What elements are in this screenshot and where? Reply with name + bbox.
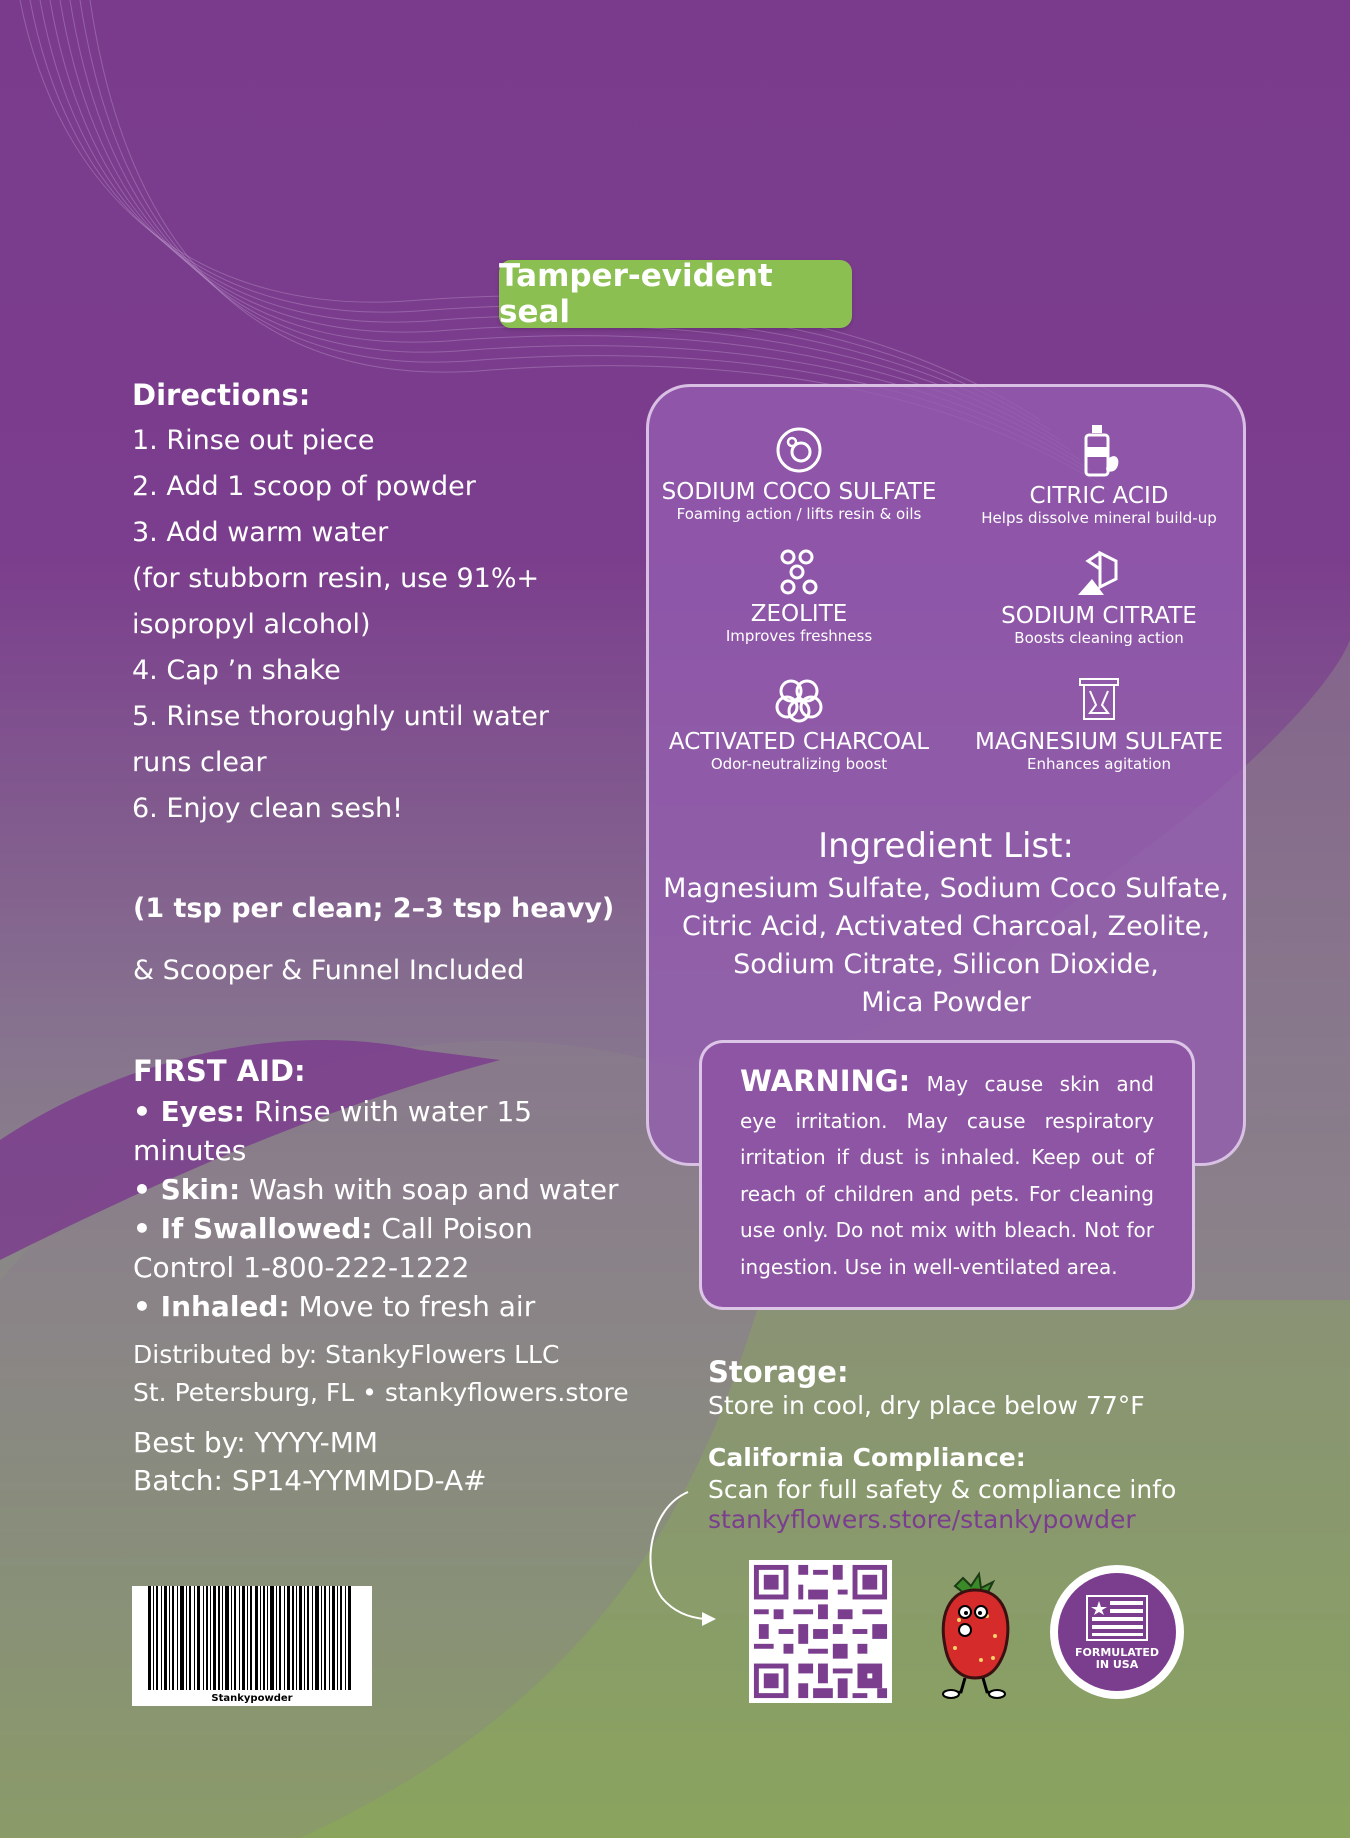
direction-step: (for stubborn resin, use 91%+ [132,563,540,594]
direction-step: runs clear [132,747,267,778]
ingredient-sodium-citrate [949,549,1249,647]
direction-step: 1. Rinse out piece [132,425,375,456]
cube-powder-icon [1074,549,1124,599]
ingredient-sodium-coco-sulfate [649,425,949,523]
best-by: Best by: YYYY-MM [133,1426,379,1459]
ingredient-list-line: Mica Powder [861,987,1031,1018]
flag-icon [1086,1595,1148,1641]
directions-section [132,378,652,832]
direction-step: isopropyl alcohol) [132,609,371,640]
warning-box [699,1040,1195,1310]
batch-info [133,1424,487,1500]
ingredient-activated-charcoal [649,675,949,773]
ingredient-desc: Helps dissolve mineral build-up [981,509,1217,527]
batch-number: Batch: SP14-YYMMDD-A# [133,1464,487,1497]
storage-text: Store in cool, dry place below 77°F [708,1391,1145,1420]
distributor-line: Distributed by: StankyFlowers LLC [133,1340,560,1369]
direction-step: 4. Cap ’n shake [132,655,341,686]
curved-arrow-icon [640,1488,730,1628]
first-aid-eyes: • Eyes: Rinse with water 15 minutes [133,1095,533,1167]
warning-label: WARNING: [740,1064,911,1098]
california-text: Scan for full safety & compliance info [708,1475,1177,1504]
strawberry-mascot-icon [935,1570,1015,1700]
dose-note: (1 tsp per clean; 2–3 tsp heavy) [133,893,615,924]
first-aid-section [133,1052,653,1326]
ingredient-list [646,870,1246,1022]
ingredient-name: SODIUM CITRATE [1001,603,1197,629]
directions-title: Directions: [132,378,311,412]
ingredient-list-line: Citric Acid, Activated Charcoal, Zeolite, [682,911,1210,942]
barcode [132,1586,372,1706]
tamper-evident-seal-badge: Tamper-evident seal [499,260,852,328]
salt-bag-icon [1074,675,1124,725]
ingredient-desc: Boosts cleaning action [1014,629,1184,647]
direction-step: 5. Rinse thoroughly until water [132,701,549,732]
warning-text: May cause skin and eye irritation. May cause respiratory irritation if dust is inhaled. Keep out of reach of children and pets. For cleaning use only. Do not mix with bleach. Not for ingestion. Use in well-ventilated area. [740,1072,1154,1279]
ingredient-desc: Foaming action / lifts resin & oils [676,505,922,523]
first-aid-swallowed: • If Swallowed: Call Poison [133,1212,533,1245]
ingredient-list-line: Sodium Citrate, Silicon Dioxide, [733,949,1159,980]
compliance-link[interactable]: stankyflowers.store/stankypowder [708,1505,1136,1534]
molecule-icon [774,547,824,597]
bottle-icon [1074,423,1124,479]
formulated-in-usa-badge [1050,1565,1184,1699]
qr-code-pattern [749,1560,892,1703]
ingredient-desc: Improves freshness [725,627,873,645]
direction-step: 3. Add warm water [132,517,389,548]
barcode-label: Stankypowder [211,1693,293,1704]
ingredient-desc: Enhances agitation [1027,755,1171,773]
ingredient-name: SODIUM COCO SULFATE [661,479,937,505]
barcode-bars [146,1586,358,1690]
included-note: & Scooper & Funnel Included [133,955,525,986]
first-aid-title: FIRST AID: [133,1054,306,1088]
storage-title: Storage: [708,1355,849,1389]
ingredient-list-line: Magnesium Sulfate, Sodium Coco Sulfate, [663,873,1229,904]
first-aid-skin: • Skin: Wash with soap and water [133,1173,619,1206]
ingredient-list-title: Ingredient List: [818,826,1074,866]
distributor-info [133,1336,629,1412]
badge-text: FORMULATED IN USA [1074,1646,1160,1671]
ingredient-name: ACTIVATED CHARCOAL [668,729,930,755]
ingredient-magnesium-sulfate [949,675,1249,773]
california-title: California Compliance: [708,1443,1026,1472]
ingredient-name: ZEOLITE [750,601,848,627]
ingredient-citric-acid [949,423,1249,527]
badge-inner [1058,1573,1176,1691]
distributor-address: St. Petersburg, FL • stankyflowers.store [133,1378,629,1407]
first-aid-inhaled: • Inhaled: Move to fresh air [133,1290,536,1323]
first-aid-swallowed-cont: Control 1-800-222-1222 [133,1251,470,1284]
ingredient-name: MAGNESIUM SULFATE [974,729,1223,755]
direction-step: 2. Add 1 scoop of powder [132,471,476,502]
ingredient-zeolite [649,547,949,645]
qr-code[interactable] [749,1560,892,1703]
ingredient-name: CITRIC ACID [1029,483,1169,509]
charcoal-icon [773,675,825,725]
bubble-icon [774,425,824,475]
ingredient-desc: Odor-neutralizing boost [710,755,888,773]
direction-step: 6. Enjoy clean sesh! [132,793,403,824]
